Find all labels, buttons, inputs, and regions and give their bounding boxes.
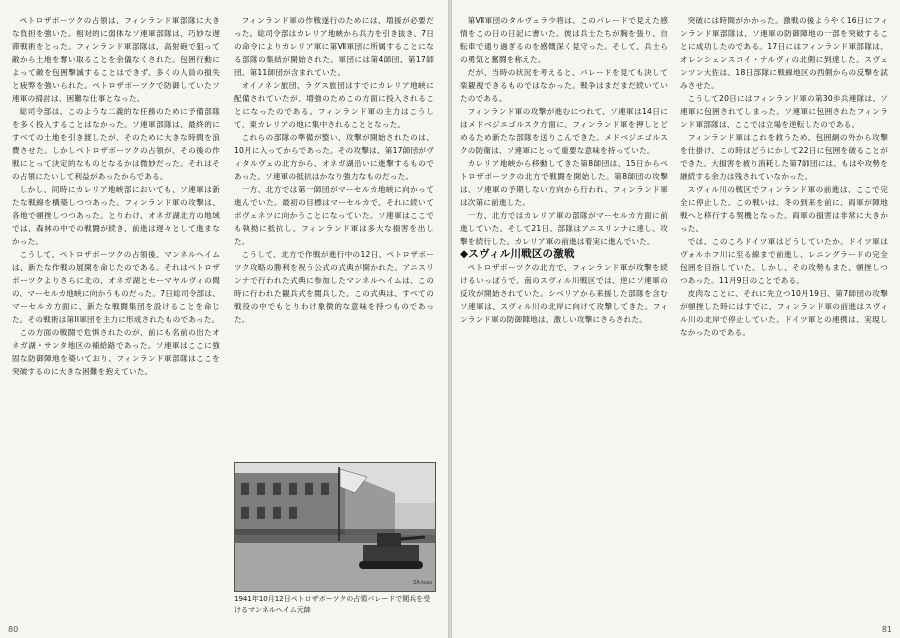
paragraph: フィンランド軍の作戦遂行のためには、増援が必要だった。総司令部はカレリア地峡から兵力を引き抜き、7日の命令によりカレリア軍に第Ⅶ軍団に所属することになる部隊の集結が開始された。軍団には第4師団、第17師団、第11師団が含まれていた。 [234, 16, 434, 77]
paragraph: こうして、ペトロザボーツクの占領後、マンネルヘイムは、新たな作戦の展開を命じたのである。それはペトロザボーツクよりさらに北の、オネガ湖とセーマヤルヴィの間の、マーセルカ地峡に向かうものだった。7日総司令部は、マーセルカ方面に、新たな戦闘集団を設けることを命じた。その戦術は第II軍団を主力に形成されたものであった。 [12, 250, 220, 324]
paragraph: 皮肉なことに、それに先立つ10月19日、第7師団の攻撃が頓挫した時にはすでに、フィンランド軍の前進はスヴィル川の北岸で停止していた。ドイツ軍との連携は、実現しなかったのである。 [680, 289, 888, 337]
paragraph: カレリア地峡から移動してきた第8師団は、15日からペトロザボーツクの北方で戦闘を開始した。第8師団の攻撃は、ソ連軍の予期しない方向から行われ、フィンランド軍は次第に前進した。 [460, 159, 668, 207]
right-column-1 [460, 14, 668, 614]
paragraph: ペトロザボーツクの占領は、フィンランド軍部隊に大きな負担を強いた。相対的に弱体なソ連軍部隊は、巧妙な遅滞戦術をとった。フィンランド軍部隊は、高射砲で狙って敵から土地を奪い取ることを余儀なくされた。包囲行動によって敵を包囲撃滅することはできず、多くの人員の損失と疲弊を強いられた。ペトロザボーツクで防御していたソ連軍の掃討は、困難な仕事となった。 [12, 16, 220, 103]
paragraph: スヴィル川の戦区でフィンランド軍の前進は、ここで完全に停止した。この戦いは、冬の到来を前に、両軍が陣地戦へと移行する契機となった。両軍の損害は非常に大きかった。 [680, 185, 888, 233]
left-page [0, 0, 448, 638]
paragraph: フィンランド軍の攻撃が進むにつれて、ソ連軍は14日にはメドベジエゴルスク方面に、フィンランド軍を押しとどめるため新たな部隊を送りこんできた。メドベジエゴルスクの防衛は、ソ連軍にとって重要な意味を持っていた。 [460, 107, 668, 155]
paragraph: フィンランド軍はこれを救うため、包囲網の外から攻撃を仕掛け、この時はどうにかして22日に包囲を破ることができた。大損害を被り消耗した第7師団には、もはや攻勢を継続する余力は残されていなかった。 [680, 133, 888, 181]
paragraph: 第Ⅶ軍団のタルヴェラ少将は、このパレードで見えた感情をこの日の日記に書いた。彼は兵士たちが胸を張り、自転車で通り過ぎるのを感慨深く見守った。そして、兵士らの勇気と奮闘を称えた。 [460, 16, 668, 64]
left-column-2 [234, 14, 434, 454]
paragraph: ペトロザボーツクの北方で、フィンランド軍が攻撃を続けるいっぽうで、南のスヴィル川戦区では、逆にソ連軍の反攻が開始されていた。シベリアから来援した部隊を含むソ連軍は、スヴィル川の北岸に向けて攻撃してきた。フィンランド軍の防御陣地は、激しい攻撃にさらされた。 [460, 263, 668, 324]
paragraph: この方面の戦闘で危惧されたのが、前にも名前の出たオネガ湖・サンタ地区の補給路であった。ソ連軍はここに強固な防御陣地を築いており、フィンランド軍部隊はここを突破するのに大きな困難を抱えていた。 [12, 328, 220, 376]
left-column-1 [12, 14, 220, 614]
paragraph: だが、当時の状況を考えると、パレードを見ても決して楽観視できるものではなかった。戦争はまだまだ続いていたのである。 [460, 68, 668, 103]
paragraph: こうして、北方で作戦が進行中の12日、ペトロザボーツク攻略の勝利を祝う公式の式典が開かれた。アニスリンナで行われた式典に参加したマンネルヘイムは、この時に行われた観兵式を閲兵した。この式典は、すべての戦役の中でもとりわけ象徴的な意味を持つものであった。 [234, 250, 434, 324]
paragraph: 一方、北方ではカレリア軍の部隊がマーセルカ方面に前進していた。そして21日、部隊はアニスリンナに達し、攻撃を続行した。カレリア軍の前進は着実に進んでいた。 [460, 211, 668, 246]
paragraph: 突破には時間がかかった。激戦の後ようやく16日にフィンランド軍部隊は、ソ連軍の防御陣地の一部を突破することに成功したのである。17日にはフィンランド軍部隊は、オレンシェンスコイ・ナルヴィの北側に到達した。スヴェンツン大佐は、18日部隊に戦線地区の西側からの反撃を試みさせた。 [680, 16, 888, 90]
paragraph: しかし、同時にカレリア地峡部においても、ソ連軍は新たな戦線を構築しつつあった。フィンランド軍の攻撃は、各地で頓挫しつつあった。とりわけ、オネガ湖北方の地域では、森林の中での戦闘が続き、前進は遅々として進まなかった。 [12, 185, 220, 246]
paragraph: こうして20日にはフィンランド軍の第30歩兵連隊は、ソ連軍に包囲されてしまった。ソ連軍に包囲されたフィンランド軍部隊は、ここでは立場を逆転したのである。 [680, 94, 888, 129]
right-column-2 [680, 14, 888, 614]
parade-photo [234, 462, 436, 592]
page-number-right: 81 [881, 625, 892, 634]
right-page [452, 0, 900, 638]
photo-credit: SA-kuva [413, 580, 432, 586]
paragraph: では、このころドイツ軍はどうしていたか。ドイツ軍はヴォルホフ川に至る線まで前進し、レニングラードの完全包囲を目指していた。しかし、その攻勢もまた、頓挫しつつあった。11月9日のことである。 [680, 237, 888, 285]
paragraph: オイノネン旅団、ラグス旅団はすでにカレリア地峡に配備されていたが、増強のためこの方面に投入されることになったのである。フィンランド軍の主力はこうして、東カレリアの地に集中されることとなった。 [234, 81, 434, 129]
photo-caption: 1941年10月12日ペトロザボーツクの占領パレードで閲兵を受けるマンネルヘイム元帥 [234, 595, 431, 614]
section-heading: ◆スヴィル川戦区の激戦 [460, 248, 575, 260]
paragraph: 一方、北方では第一師団がマーセルカ地峡に向かって進んでいた。最初の目標はマーセルカで、それに続いてポヴェネツに向かうことになっていた。ソ連軍はここでも執拗に抵抗し、フィンランド軍は多大な損害を出した。 [234, 185, 434, 246]
paragraph: これらの部隊の準備が整い、攻撃が開始されたのは、10月に入ってからであった。その攻撃は、第17師団がヴィタルヴェの北方から、オネガ湖沿いに進撃するものであった。ソ連軍の抵抗はかなり強力なものだった。 [234, 133, 434, 181]
page-number-left: 80 [8, 625, 19, 634]
parade-photo-illustration [235, 463, 435, 591]
paragraph: 総司令部は、このような二義的な任務のために予備部隊を多く投入することはなかった。ソ連軍部隊は、最終的にすべての土地を引き渡したが、そのために大きな時間を浪費させた。しかしペトロザボーツクの占領が、その後の作戦にとって決定的なものとなるかは微妙だった。それはその占領にたいして利益があったからである。 [12, 107, 220, 181]
